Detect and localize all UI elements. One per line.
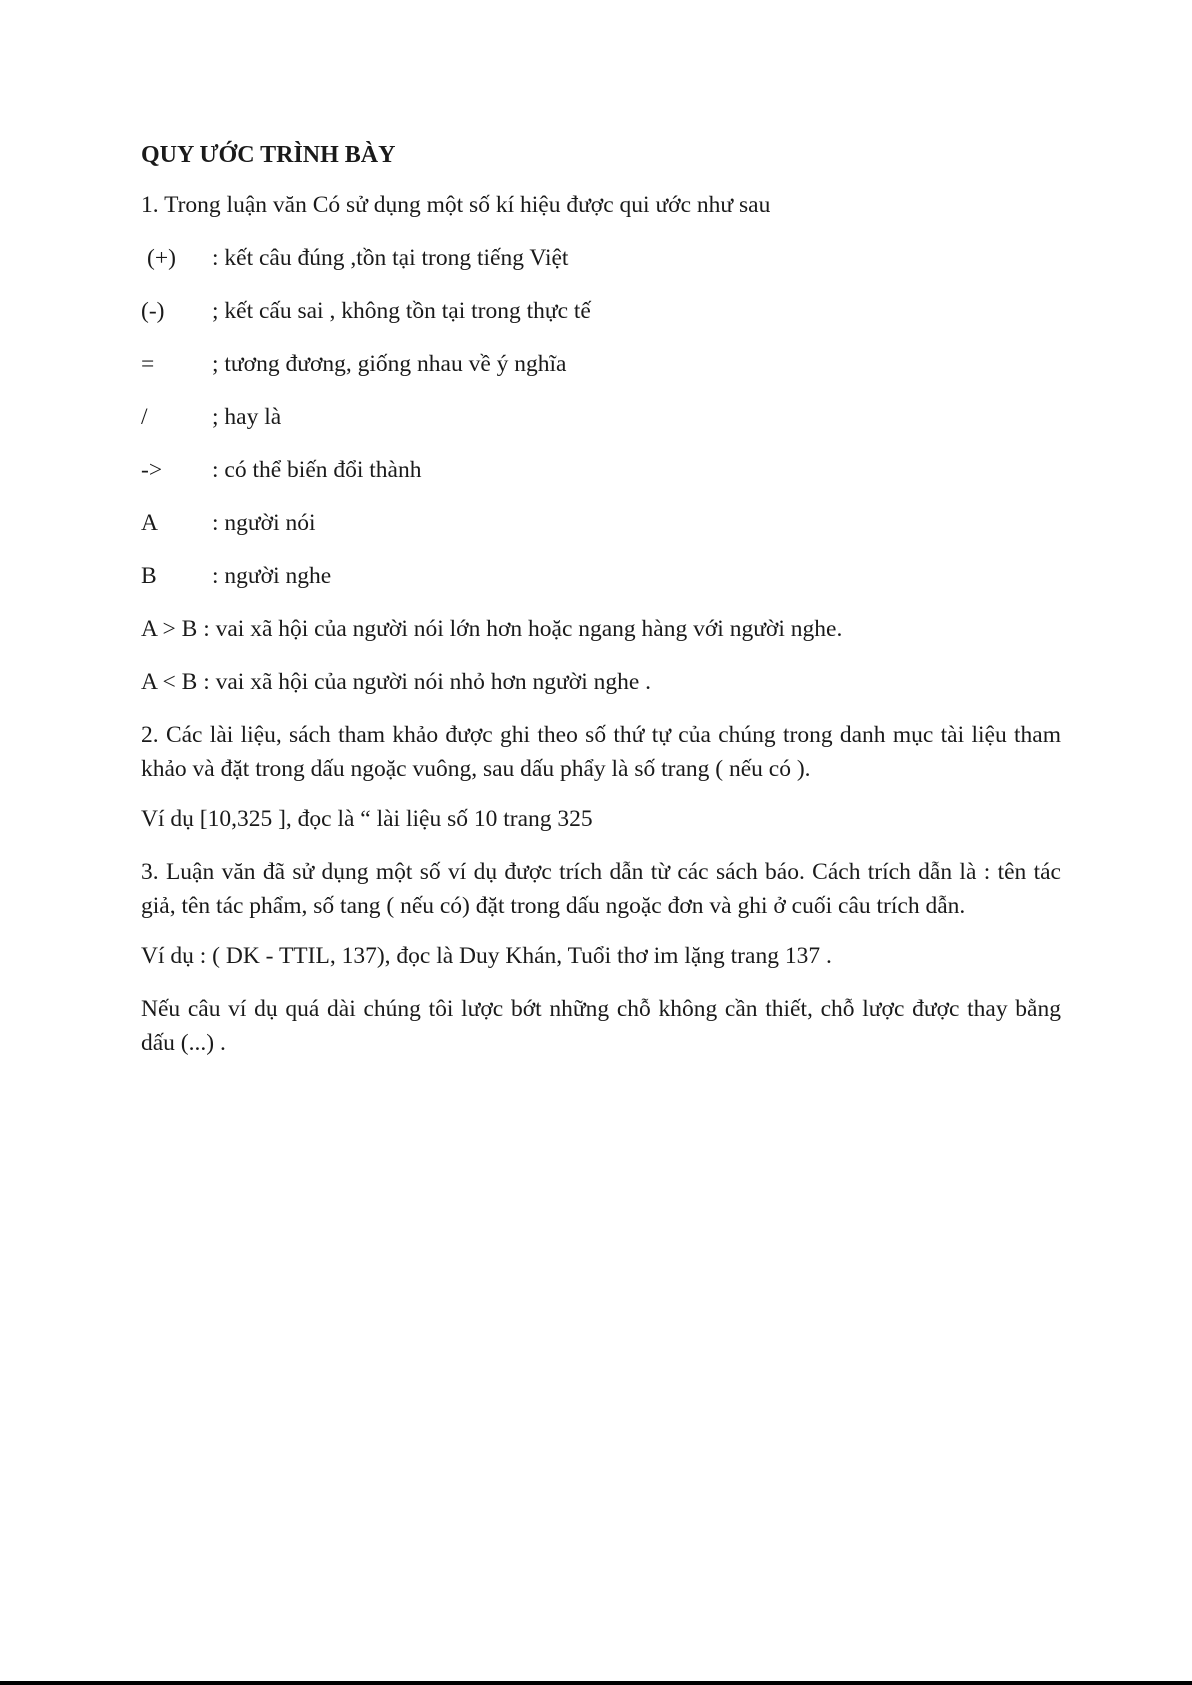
symbol-label: (+) [147,245,176,271]
symbol-description: ; tương đương, giống nhau về ý nghĩa [212,351,567,377]
symbol-row [141,400,1061,434]
symbol-label: -> [141,457,163,483]
intro-paragraph: 1. Trong luận văn Có sử dụng một số kí hiệu được qui ước như sau [141,192,771,218]
closing-paragraph: Nếu câu ví dụ quá dài chúng tôi lược bớt những chỗ không cần thiết, chỗ lược được thay bằng dấu (...) . [141,996,1061,1056]
symbol-row [141,347,1061,381]
symbol-description: : có thể biến đổi thành [212,457,422,483]
symbol-description: : người nói [212,510,316,536]
symbol-label: A [141,510,158,536]
relation-less-paragraph: A < B : vai xã hội của người nói nhỏ hơn người nghe . [141,669,652,695]
symbol-description: : kết câu đúng ,tồn tại trong tiếng Việt [212,245,569,271]
section-3-paragraph: 3. Luận văn đã sử dụng một số ví dụ được trích dẫn từ các sách báo. Cách trích dẫn là : tên tác giả, tên tác phẩm, số tang ( nếu có) đặt trong dấu ngoặc đơn và ghi ở cuối câu trích dẫn. [141,859,1061,919]
symbol-row [141,241,1061,275]
symbol-row [141,294,1061,328]
symbol-row [141,453,1061,487]
example-1-paragraph: Ví dụ [10,325 ], đọc là “ lài liệu số 10 trang 325 [141,806,593,832]
section-2-paragraph: 2. Các lài liệu, sách tham khảo được ghi theo số thứ tự của chúng trong danh mục tài liệu tham khảo và đặt trong dấu ngoặc vuông, sau dấu phẩy là số trang ( nếu có ). [141,722,1061,782]
relation-greater-paragraph: A > B : vai xã hội của người nói lớn hơn hoặc ngang hàng với người nghe. [141,616,843,642]
symbol-label: (-) [141,298,165,324]
symbol-description: ; kết cấu sai , không tồn tại trong thực tế [212,298,591,324]
example-2-paragraph: Ví dụ : ( DK - TTIL, 137), đọc là Duy Khán, Tuổi thơ im lặng trang 137 . [141,943,832,969]
page-bottom-border [0,1681,1192,1685]
symbol-row [141,559,1061,593]
document-page [141,138,1061,1079]
symbol-description: ; hay là [212,404,282,430]
symbol-description: : người nghe [212,563,332,589]
symbol-label: / [141,404,148,430]
symbol-label: = [141,351,155,377]
symbol-label: B [141,563,157,589]
symbol-row [141,506,1061,540]
document-title: QUY ƯỚC TRÌNH BÀY [141,142,396,168]
